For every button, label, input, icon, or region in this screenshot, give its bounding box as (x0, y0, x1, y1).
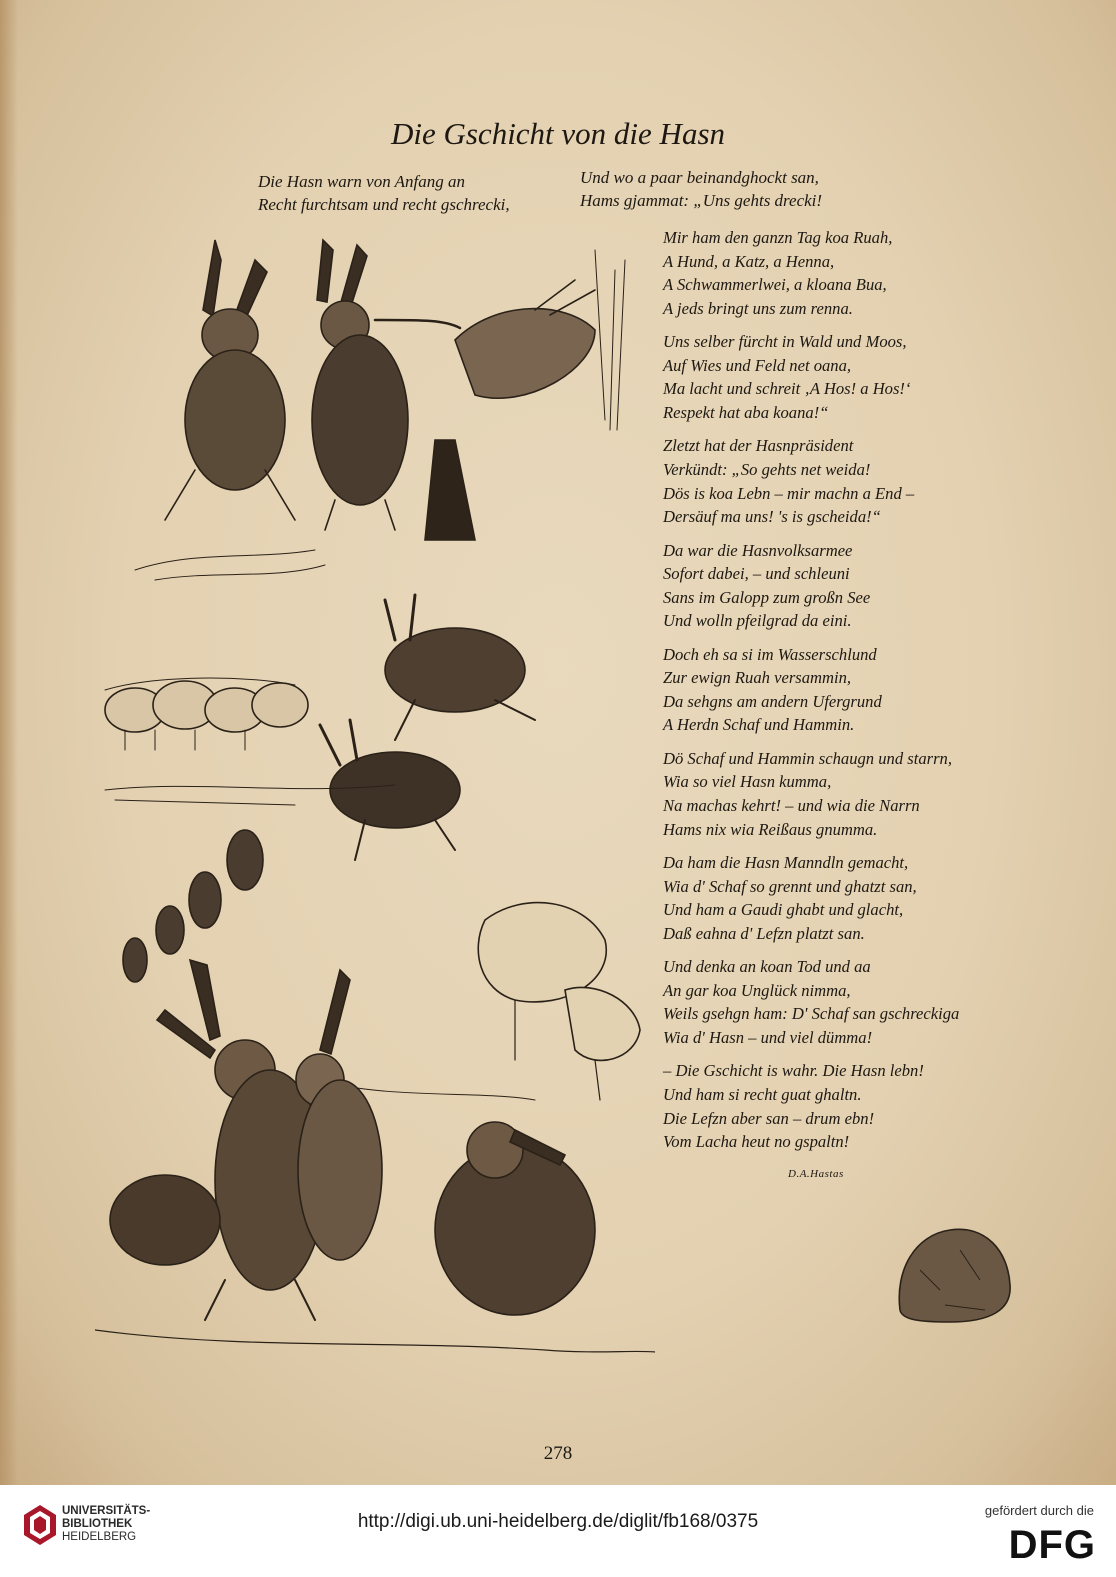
intro-line: Die Hasn warn von Anfang an (258, 172, 465, 191)
author-signature: D.A.Hastas (788, 1168, 844, 1180)
verse-line: Und denka an koan Tod und aa (663, 957, 871, 977)
verse-line: An gar koa Unglück nimma, (663, 980, 851, 1000)
verse-line: Wia d' Hasn – und viel dümma! (663, 1027, 873, 1047)
verse-line: Wia d' Schaf so grennt und ghatzt san, (663, 876, 917, 896)
verse-line: A Herdn Schaf und Hammin. (663, 715, 855, 735)
tree-stump (425, 440, 475, 540)
library-name-line: UNIVERSITÄTS- (62, 1505, 151, 1517)
verse-line: Dös is koa Lebn – mir machn a End – (663, 483, 915, 503)
verse-line: Hams nix wia Reißaus gnumma. (663, 819, 878, 839)
funded-by-label: gefördert durch die (984, 1503, 1094, 1518)
hare-figure-bottom-middle (296, 970, 382, 1260)
verse-line: Da war die Hasnvolksarmee (663, 540, 853, 560)
ground-line (95, 1330, 655, 1352)
verse-line: Respekt hat aba koana!“ (663, 402, 829, 422)
poem-title: Die Gschicht von die Hasn (390, 116, 726, 151)
sheep-fleeing (478, 903, 640, 1100)
verse-line: Die Lefzn aber san – drum ebn! (663, 1108, 875, 1128)
hare-figure-bottom-right (435, 1122, 595, 1315)
verse-line: – Die Gschicht is wahr. Die Hasn lebn! (663, 1061, 924, 1081)
verse-line: Zur ewign Ruah versammin, (663, 668, 852, 688)
hare-figure-bottom-left-lying (110, 1175, 220, 1265)
stanza (663, 955, 1033, 1049)
verse-line: Und ham a Gaudi ghabt und glacht, (663, 900, 904, 920)
verse-line: Auf Wies und Feld net oana, (663, 355, 852, 375)
verse-line: Verkündt: „So gehts net weida! (663, 459, 871, 479)
intro-line: Und wo a paar beinandghockt san, (580, 168, 819, 187)
stanza (663, 434, 1033, 528)
intro-line: Recht furchtsam und recht gschrecki, (258, 195, 510, 214)
verse-line: A Hund, a Katz, a Henna, (663, 251, 835, 271)
verse-line: Wia so viel Hasn kumma, (663, 772, 832, 792)
footer-bar (0, 1485, 1116, 1577)
stanza (663, 330, 1033, 424)
page-edge-shadow (0, 0, 18, 1485)
verse-line: A Schwammerlwei, a kloana Bua, (663, 275, 887, 295)
verse-line: Mir ham den ganzn Tag koa Ruah, (663, 228, 893, 247)
verse-line: Ma lacht und schreit ‚A Hos! a Hos!‘ (663, 379, 911, 399)
verse-line: Doch eh sa si im Wasserschlund (663, 644, 877, 664)
verse-line: Da sehgns am andern Ufergrund (663, 691, 882, 711)
hare-figure-top-right (455, 280, 595, 398)
sheep-flock (105, 678, 308, 750)
dfg-logo: DFG (1008, 1523, 1096, 1567)
poem-body (663, 226, 1033, 1164)
verse-line: Vom Lacha heut no gspaltn! (663, 1132, 850, 1152)
verse-line: Dö Schaf und Hammin schaugn und starrn, (663, 748, 953, 768)
stanza (663, 851, 1033, 945)
stanza (663, 226, 1033, 320)
stanza (663, 747, 1033, 841)
library-name-line: HEIDELBERG (62, 1531, 137, 1543)
verse-line: Und wolln pfeilgrad da eini. (663, 611, 852, 631)
stanza (663, 643, 1033, 737)
stanza (663, 539, 1033, 633)
verse-line: Na machas kehrt! – und wia die Narrn (663, 796, 920, 816)
hare-figure-top-left (165, 240, 295, 520)
verse-line: Zletzt hat der Hasnpräsident (663, 436, 854, 456)
verse-line: Weils gsehgn ham: D' Schaf san gschreckiga (663, 1004, 960, 1024)
verse-line: Da ham die Hasn Manndln gemacht, (663, 853, 909, 873)
page-url-link[interactable]: http://digi.ub.uni-heidelberg.de/diglit/fb168/0375 (357, 1511, 759, 1532)
library-name-line: BIBLIOTHEK (62, 1518, 133, 1530)
intro-right (580, 166, 822, 212)
hare-row-distant (123, 830, 263, 982)
rock-illustration (890, 1210, 1020, 1330)
verse-line: A jeds bringt uns zum renna. (663, 298, 853, 318)
verse-line: Sans im Galopp zum großn See (663, 587, 871, 607)
verse-line: Uns selber fürcht in Wald und Moos, (663, 332, 907, 352)
hare-figure-leaping (320, 720, 460, 860)
hares-illustration (95, 220, 655, 1380)
verse-line: Und ham si recht guat ghaltn. (663, 1084, 862, 1104)
intro-left (258, 170, 510, 216)
stanza (663, 1059, 1033, 1153)
verse-line: Dersäuf ma uns! 's is gscheida!“ (663, 507, 881, 527)
hare-figure-running (385, 595, 535, 740)
intro-line: Hams gjammat: „Uns gehts drecki! (580, 191, 823, 210)
page-number: 278 (543, 1443, 573, 1464)
verse-line: Daß eahna d' Lefzn platzt san. (663, 923, 865, 943)
verse-line: Sofort dabei, – und schleuni (663, 564, 850, 584)
